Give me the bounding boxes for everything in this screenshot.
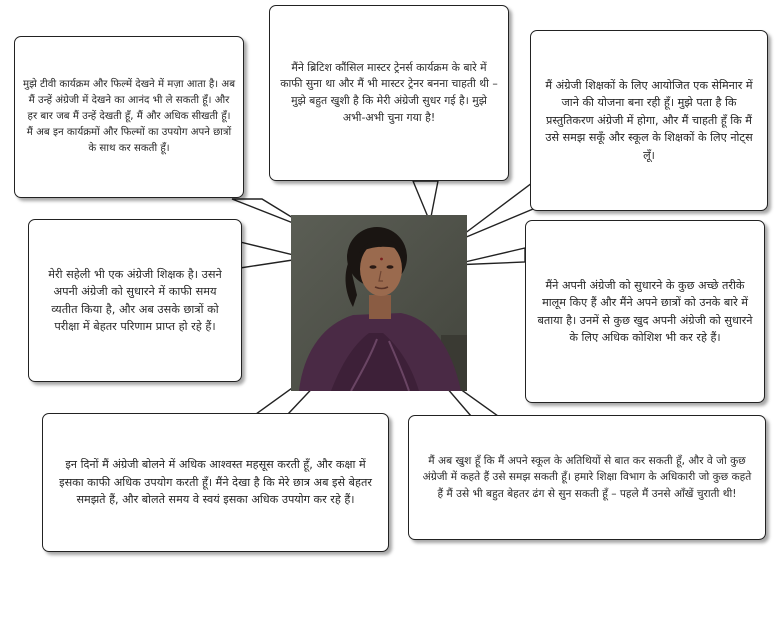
teacher-photo bbox=[291, 215, 467, 391]
quote-school-guests bbox=[408, 415, 766, 540]
quote-seminar-text: मैं अंग्रेजी शिक्षकों के लिए आयोजित एक सेमिनार में जाने की योजना बना रही हूँ। मुझे पता है कि प्रस्तुतिकरण अंग्रेजी में होगा, और मैं चाहती हूँ कि मैं उसे समझ सकूँ और स्कूल के शिक्षकों के लिए नोट्स लूँ। bbox=[545, 79, 753, 162]
quote-school-guests-text: मैं अब खुश हूँ कि मैं अपने स्कूल के अतिथियों से बात कर सकती हूँ, और वे जो कुछ अंग्रेजी में कहते हैं उसे समझ सकती हूँ। हमारे शिक्षा विभाग के अधिकारी जो कुछ कहते हैं मैं उसे भी बहुत बेहतर ढंग से सुन सकती हूँ – पहले मैं उनसे आँखें चुराती थी! bbox=[422, 454, 752, 500]
quote-tv-films-text: मुझे टीवी कार्यक्रम और फिल्में देखने में मज़ा आता है। अब मैं उन्हें अंग्रेजी में देखने का आनंद भी ले सकती हूँ। और हर बार जब मैं उन्हें देखती हूँ, मैं और अधिक सीखती हूँ। मैं अब इन कार्यक्रमों और फिल्मों का उपयोग अपने छात्रों के साथ कर सकती हूँ। bbox=[23, 79, 236, 154]
quote-confident-speaking-text: इन दिनों मैं अंग्रेजी बोलने में अधिक आश्वस्त महसूस करती हूँ, और कक्षा में इसका काफी अधिक उपयोग करती हूँ। मैंने देखा है कि मेरे छात्र अब इसे बेहतर समझते हैं, और बोलते समय वे स्वयं इसका अधिक उपयोग कर रहे हैं। bbox=[59, 458, 372, 507]
quote-seminar bbox=[530, 30, 768, 211]
quote-good-ways bbox=[525, 220, 765, 403]
quote-friend-teacher bbox=[28, 219, 242, 382]
quote-british-council bbox=[269, 5, 509, 181]
quote-friend-teacher-text: मेरी सहेली भी एक अंग्रेजी शिक्षक है। उसने अपनी अंग्रेजी को सुधारने में काफी समय व्यतीत किया है, और अब उसके छात्रों को परीक्षा में बेहतर परिणाम प्राप्त हो रहे हैं। bbox=[48, 267, 222, 333]
quote-british-council-text: मैंने ब्रिटिश कौंसिल मास्टर ट्रेनर्स कार्यक्रम के बारे में काफी सुना था और मैं भी मास्टर ट्रेनर बनना चाहती थी – मुझे बहुत खुशी है कि मेरी अंग्रेजी सुधर गई है। मुझे अभी-अभी चुना गया है! bbox=[280, 60, 498, 124]
quote-confident-speaking bbox=[42, 413, 389, 552]
quote-tv-films bbox=[14, 36, 244, 198]
quote-good-ways-text: मैंने अपनी अंग्रेजी को सुधारने के कुछ अच्छे तरीके मालूम किए हैं और मैंने अपने छात्रों को उनके बारे में बताया है। उनमें से कुछ खुद अपनी अंग्रेजी को सुधारने के लिए अधिक कोशिश भी कर रहे हैं। bbox=[537, 278, 753, 344]
